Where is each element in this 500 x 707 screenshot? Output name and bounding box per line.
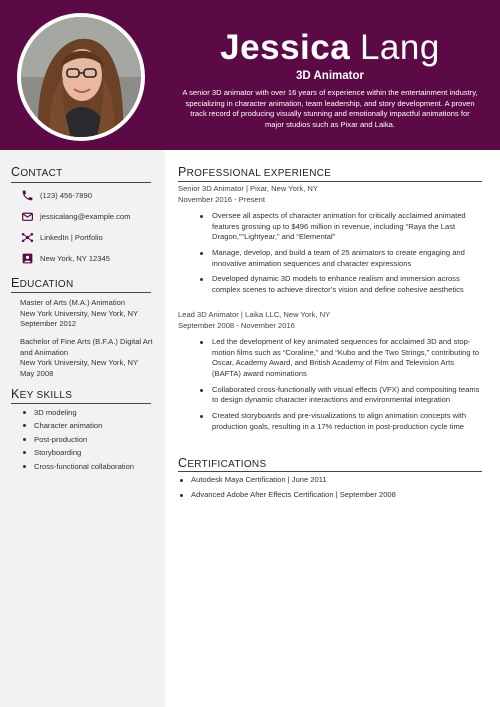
list-item: Character animation bbox=[20, 419, 160, 432]
list-item: Autodesk Maya Certification | June 2011 bbox=[178, 474, 482, 489]
first-name: Jessica bbox=[220, 28, 351, 67]
list-item: Collaborated cross-functionally with visual effects (VFX) and compositing teams to design dynamic character interactions and environmental integration bbox=[178, 385, 482, 406]
job-role: Lead 3D Animator | Laika LLC, New York, NY bbox=[178, 310, 331, 319]
skills-divider bbox=[11, 403, 151, 404]
list-item: Led the development of key animated sequences for acclaimed 3D and stop-motion films such as “Coraline,” and “Kubo and the Two Strings,” contributing to Oscar, Academy Award, and British Academy of Film and Television Arts (BAFTA) award nominations bbox=[178, 337, 482, 379]
last-name: Lang bbox=[359, 28, 440, 67]
job-title: 3D Animator bbox=[296, 70, 364, 82]
list-item: Storyboarding bbox=[20, 446, 160, 459]
list-item: Oversee all aspects of character animation for critically acclaimed animated features grossing up to $496 million in revenue, including “Raya the Last Dragon,”“Lightyear,” and “Elemental” bbox=[178, 211, 482, 243]
email-link[interactable]: jessicalang@example.com bbox=[40, 211, 131, 221]
job-header bbox=[178, 310, 330, 331]
skills-list bbox=[20, 406, 160, 473]
school: New York University, New York, NY bbox=[20, 358, 139, 368]
experience-heading-rest: ROFESSIONAL EXPERIENCE bbox=[186, 168, 332, 179]
job-bullets bbox=[178, 211, 482, 301]
list-item: Advanced Adobe After Effects Certification | September 2008 bbox=[178, 489, 482, 504]
summary-text: A senior 3D animator with over 16 years of experience within the entertainment industry, specializing in character animation, team leadership, and story development. A proven track record of producing visually stunning and emotionally impactful animations for major studios such as Pixar and Laika. bbox=[182, 88, 478, 129]
education-entry bbox=[20, 298, 160, 330]
list-item: Post-production bbox=[20, 433, 160, 446]
skills-heading-cap: K bbox=[11, 387, 20, 401]
job-header bbox=[178, 184, 318, 205]
link-icon bbox=[20, 230, 34, 244]
list-item: Created storyboards and pre-visualizations to align animation concepts with production goals, resulting in a 17% reduction in post-production cycle time bbox=[178, 411, 482, 432]
list-item: Manage, develop, and build a team of 25 animators to create engaging and innovative animation sequences and character expressions bbox=[178, 248, 482, 269]
experience-divider bbox=[178, 181, 482, 182]
certifications-heading-rest: ERTIFICATIONS bbox=[187, 459, 267, 470]
phone-icon bbox=[20, 188, 34, 202]
experience-heading-cap: P bbox=[178, 165, 187, 179]
list-item: 3D modeling bbox=[20, 406, 160, 419]
education-heading-rest: DUCATION bbox=[19, 279, 74, 290]
school: New York University, New York, NY bbox=[20, 308, 139, 318]
candidate-name bbox=[160, 26, 500, 70]
grad-date: May 2008 bbox=[20, 368, 54, 378]
contact-location bbox=[20, 250, 110, 266]
contact-links[interactable] bbox=[20, 229, 103, 245]
profile-photo bbox=[21, 17, 141, 137]
experience-heading bbox=[178, 165, 331, 179]
education-heading-cap: E bbox=[11, 276, 20, 290]
certifications-list bbox=[178, 474, 482, 503]
contact-heading-rest: ONTACT bbox=[20, 168, 63, 179]
degree: Master of Arts (M.A.) Animation bbox=[20, 298, 126, 307]
contact-heading bbox=[11, 165, 63, 179]
links-text[interactable]: LinkedIn | Portfolio bbox=[40, 232, 103, 242]
location-text: New York, NY 12345 bbox=[40, 253, 110, 263]
contact-phone bbox=[20, 187, 92, 203]
skills-heading-rest: EY SKILLS bbox=[19, 390, 73, 401]
phone-text: (123) 456-7890 bbox=[40, 190, 92, 200]
grad-date: September 2012 bbox=[20, 319, 77, 329]
certifications-heading-cap: C bbox=[178, 456, 188, 470]
contact-divider bbox=[11, 182, 151, 183]
degree: Bachelor of Fine Arts (B.F.A.) Digital Art and Animation bbox=[20, 337, 153, 357]
job-bullets bbox=[178, 337, 482, 437]
education-entry bbox=[20, 337, 160, 379]
job-dates: November 2016 - Present bbox=[178, 194, 265, 204]
job-role: Senior 3D Animator | Pixar, New York, NY bbox=[178, 184, 318, 193]
education-divider bbox=[11, 292, 151, 293]
location-icon bbox=[20, 251, 34, 265]
contact-heading-cap: C bbox=[11, 165, 21, 179]
skills-heading bbox=[11, 387, 72, 401]
certifications-divider bbox=[178, 471, 482, 472]
contact-email[interactable] bbox=[20, 208, 130, 224]
header-banner bbox=[0, 0, 500, 150]
email-icon bbox=[20, 209, 34, 223]
list-item: Cross-functional collaboration bbox=[20, 460, 160, 473]
list-item: Developed dynamic 3D models to enhance realism and immersion across complex scenes to achieve director’s vision and define cohesive aesthetics bbox=[178, 274, 482, 295]
job-dates: September 2008 - November 2016 bbox=[178, 320, 295, 330]
certifications-heading bbox=[178, 456, 266, 470]
education-heading bbox=[11, 276, 74, 290]
